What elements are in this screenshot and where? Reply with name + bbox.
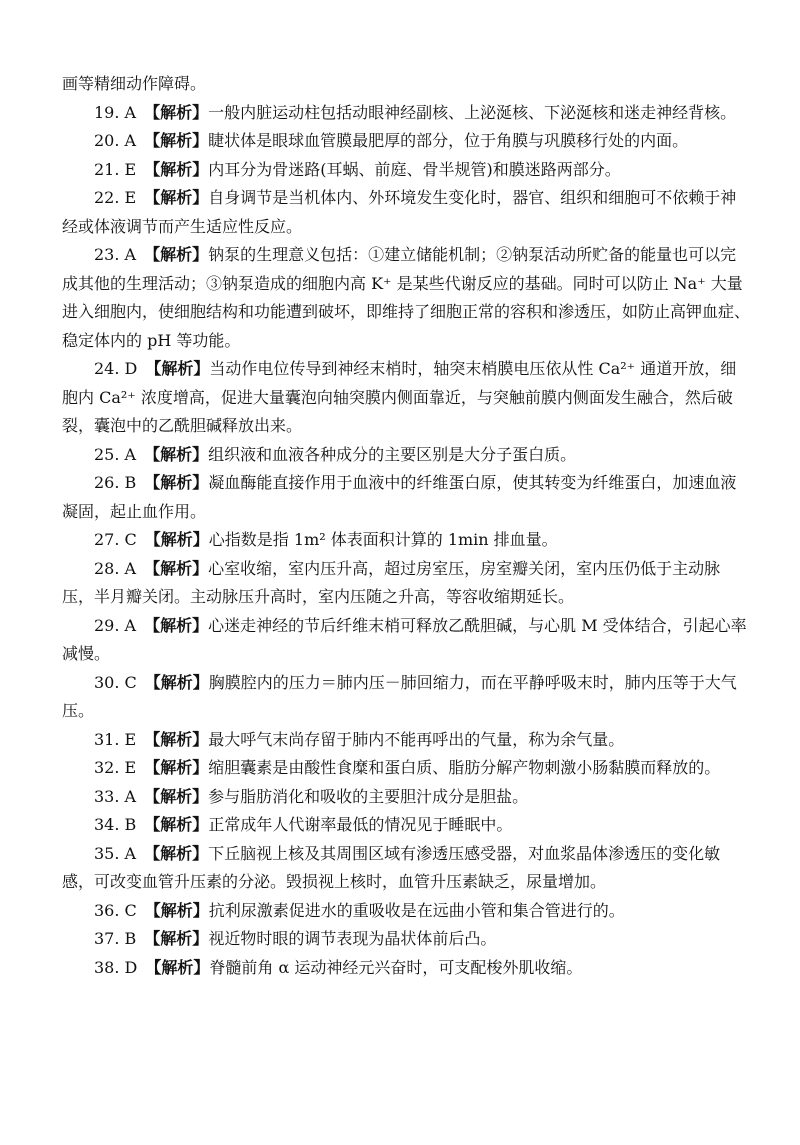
- explanation-item: [62, 156, 752, 185]
- analysis-tag: 【解析】: [145, 359, 210, 378]
- explanation-text: 下丘脑视上核及其周围区域有渗透压感受器，对血浆晶体渗透压的变化敏感，可改变血管升压素的分泌。毁损视上核时，血管升压素缺乏，尿量增加。: [62, 843, 721, 891]
- explanation-text: 视近物时眼的调节表现为晶状体前后凸。: [208, 929, 497, 948]
- answer-explanations: [62, 70, 752, 982]
- explanation-text: 一般内脏运动柱包括动眼神经副核、上泌涎核、下泌涎核和迷走神经背核。: [208, 102, 737, 122]
- analysis-tag: 【解析】: [144, 615, 209, 635]
- question-number: 35. A: [94, 843, 137, 863]
- question-number: 27. C: [94, 530, 137, 549]
- explanation-item: [62, 669, 752, 726]
- question-number: 36. C: [94, 900, 137, 920]
- explanation-item: [62, 127, 752, 156]
- explanation-item: [62, 925, 752, 954]
- explanation-text: 组织液和血液各种成分的主要区别是大分子蛋白质。: [208, 444, 577, 464]
- analysis-tag: 【解析】: [144, 473, 209, 492]
- question-number: 22. E: [94, 188, 137, 207]
- continuation-text: 画等精细动作障碍。: [62, 74, 207, 93]
- explanation-text: 当动作电位传导到神经末梢时，轴突末梢膜电压依从性 Ca²⁺ 通道开放，细胞内 Ca²⁺ 浓度增高，促进大量囊泡向轴突膜内侧面靠近，与突触前膜内侧面发生融合，然后破裂，囊泡中的乙酰胆碱释放出来。: [62, 359, 737, 435]
- explanation-text: 胸膜腔内的压力＝肺内压－肺回缩力，而在平静呼吸末时，肺内压等于大气压。: [62, 672, 737, 720]
- explanation-text: 钠泵的生理意义包括：①建立储能机制；②钠泵活动所贮备的能量也可以完成其他的生理活动；③钠泵造成的细胞内高 K⁺ 是某些代谢反应的基础。同时可以防止 Na⁺ 大量进入细胞内，使细胞结构和功能遭到破坏，即维持了细胞正常的容积和渗透压，如防止高钾血症、稳定体内的 pH 等功能。: [62, 245, 751, 350]
- analysis-tag: 【解析】: [144, 530, 209, 549]
- explanation-item: [62, 99, 752, 128]
- question-number: 32. E: [94, 758, 137, 777]
- question-number: 21. E: [94, 159, 137, 179]
- explanation-item: [62, 241, 752, 355]
- question-number: 19. A: [94, 102, 137, 122]
- explanation-item: [62, 355, 752, 441]
- question-number: 20. A: [94, 131, 137, 150]
- analysis-tag: 【解析】: [144, 188, 209, 207]
- explanation-text: 睫状体是眼球血管膜最肥厚的部分，位于角膜与巩膜移行处的内面。: [208, 131, 689, 150]
- analysis-tag: 【解析】: [144, 815, 209, 834]
- question-number: 30. C: [94, 672, 137, 692]
- explanation-text: 脊髓前角 α 运动神经元兴奋时，可支配梭外肌收缩。: [209, 957, 583, 977]
- question-number: 24. D: [94, 359, 138, 378]
- question-number: 23. A: [94, 245, 137, 264]
- question-number: 25. A: [94, 444, 137, 464]
- question-number: 31. E: [94, 729, 137, 749]
- analysis-tag: 【解析】: [144, 758, 209, 777]
- question-number: 29. A: [94, 615, 137, 635]
- analysis-tag: 【解析】: [144, 102, 209, 122]
- analysis-tag: 【解析】: [144, 900, 209, 920]
- question-number: 26. B: [94, 473, 137, 492]
- explanation-item: [62, 840, 752, 897]
- analysis-tag: 【解析】: [144, 159, 209, 179]
- explanation-item: [62, 555, 752, 612]
- explanation-text: 凝血酶能直接作用于血液中的纤维蛋白原，使其转变为纤维蛋白，加速血液凝固，起止血作用。: [62, 473, 737, 521]
- explanation-item: [62, 754, 752, 783]
- explanation-text: 缩胆囊素是由酸性食糜和蛋白质、脂肪分解产物刺激小肠黏膜而释放的。: [208, 758, 721, 777]
- explanation-text: 心室收缩，室内压升高，超过房室压，房室瓣关闭，室内压仍低于主动脉压，半月瓣关闭。主动脉压升高时，室内压随之升高，等容收缩期延长。: [62, 558, 721, 606]
- explanation-item: [62, 184, 752, 241]
- explanation-text: 最大呼气末尚存留于肺内不能再呼出的气量，称为余气量。: [208, 729, 625, 749]
- explanation-text: 心指数是指 1m² 体表面积计算的 1min 排血量。: [208, 530, 558, 549]
- analysis-tag: 【解析】: [144, 444, 209, 464]
- analysis-tag: 【解析】: [144, 672, 209, 692]
- analysis-tag: 【解析】: [144, 131, 209, 150]
- explanation-text: 心迷走神经的节后纤维末梢可释放乙酰胆碱，与心肌 M 受体结合，引起心率减慢。: [62, 615, 747, 663]
- explanation-item: [62, 811, 752, 840]
- explanation-text: 自身调节是当机体内、外环境发生变化时，器官、组织和细胞可不依赖于神经或体液调节而产生适应性反应。: [62, 188, 737, 236]
- explanation-item: [62, 897, 752, 926]
- explanation-item: [62, 612, 752, 669]
- question-number: 38. D: [94, 957, 138, 977]
- analysis-tag: 【解析】: [144, 729, 209, 749]
- explanation-text: 正常成年人代谢率最低的情况见于睡眠中。: [208, 815, 513, 834]
- explanation-item: [62, 526, 752, 555]
- analysis-tag: 【解析】: [144, 843, 209, 863]
- explanation-item: [62, 441, 752, 470]
- explanation-item: [62, 469, 752, 526]
- question-number: 37. B: [94, 929, 137, 948]
- analysis-tag: 【解析】: [144, 786, 209, 806]
- explanation-text: 抗利尿激素促进水的重吸收是在远曲小管和集合管进行的。: [208, 900, 625, 920]
- explanation-item: [62, 783, 752, 812]
- analysis-tag: 【解析】: [144, 245, 209, 264]
- analysis-tag: 【解析】: [145, 957, 210, 977]
- explanation-item: [62, 954, 752, 983]
- explanation-text: 参与脂肪消化和吸收的主要胆汁成分是胆盐。: [208, 786, 529, 806]
- question-number: 33. A: [94, 786, 137, 806]
- question-number: 34. B: [94, 815, 137, 834]
- analysis-tag: 【解析】: [144, 929, 209, 948]
- explanation-text: 内耳分为骨迷路(耳蜗、前庭、骨半规管)和膜迷路两部分。: [208, 159, 621, 179]
- question-number: 28. A: [94, 558, 137, 578]
- explanation-item: [62, 726, 752, 755]
- analysis-tag: 【解析】: [144, 558, 209, 578]
